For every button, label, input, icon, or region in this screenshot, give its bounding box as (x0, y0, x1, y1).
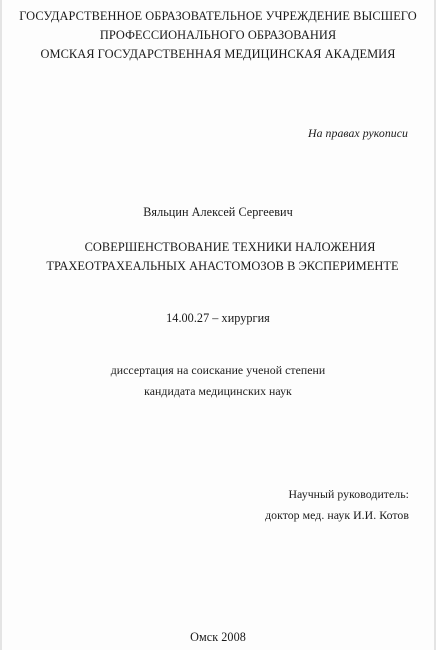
degree-line-2: кандидата медицинских наук (144, 384, 292, 398)
degree-line-1: диссертация на соискание ученой степени (110, 363, 326, 377)
supervisor-label: Научный руководитель: (288, 487, 409, 501)
rights-note: На правах рукописи (308, 126, 408, 140)
place-and-year: Омск 2008 (190, 630, 246, 644)
dissertation-title-line-1: СОВЕРШЕНСТВОВАНИЕ ТЕХНИКИ НАЛОЖЕНИЯ (84, 240, 376, 254)
author-name: Вяльцин Алексей Сергеевич (143, 205, 293, 219)
supervisor-name: доктор мед. наук И.И. Котов (265, 508, 409, 522)
institution-line-3: ОМСКАЯ ГОСУДАРСТВЕННАЯ МЕДИЦИНСКАЯ АКАДЕМИЯ (40, 47, 396, 61)
institution-line-1: ГОСУДАРСТВЕННОЕ ОБРАЗОВАТЕЛЬНОЕ УЧРЕЖДЕНИЕ ВЫСШЕГО (19, 9, 417, 23)
dissertation-title-line-2: ТРАХЕОТРАХЕАЛЬНЫХ АНАСТОМОЗОВ В ЭКСПЕРИМЕНТЕ (46, 259, 399, 273)
specialty-code: 14.00.27 – хирургия (166, 311, 270, 325)
institution-line-2: ПРОФЕССИОНАЛЬНОГО ОБРАЗОВАНИЯ (99, 28, 337, 42)
